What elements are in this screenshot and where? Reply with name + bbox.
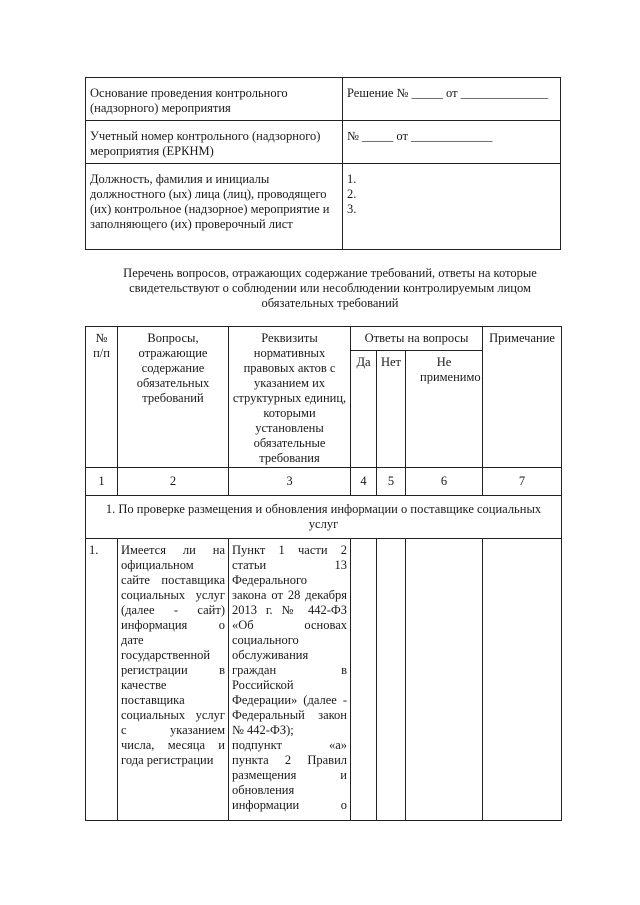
question-line: (далее - сайт) — [121, 603, 225, 617]
header-yes: Да — [351, 351, 377, 468]
requisite-line: обслуживания — [232, 648, 309, 662]
header-note: Примечание — [483, 327, 562, 468]
column-numbers-row — [86, 468, 562, 496]
info-table — [85, 77, 561, 250]
requisite-line: подпункт «а» — [232, 738, 347, 752]
requisite-line: Пункт 1 части 2 — [232, 543, 347, 557]
question-line: поставщика — [121, 693, 185, 707]
requisite-line: Федерации» (далее - — [232, 693, 347, 707]
question-line: социальных услуг — [121, 588, 225, 602]
checklist-table — [85, 326, 562, 821]
section-title: 1. По проверке размещения и обновления информации о поставщике социальных услуг — [86, 496, 562, 539]
requisite-line: закона от 28 декабря — [232, 588, 347, 602]
requisite-line: граждан в — [232, 663, 347, 677]
info-label: Учетный номер контрольного (надзорного) мероприятия (ЕРКНМ) — [86, 121, 343, 164]
column-number: 4 — [351, 468, 377, 496]
info-value[interactable] — [343, 164, 561, 250]
requisite-line: пункта 2 Правил — [232, 753, 347, 767]
requisite-line: Федерального — [232, 573, 308, 587]
column-number: 1 — [86, 468, 118, 496]
requisite-line: статьи 13 — [232, 558, 347, 572]
question-line: Имеется ли на — [121, 543, 225, 557]
answer-not-applicable-cell[interactable] — [406, 539, 483, 821]
requisite-line: 2013 г. № 442-ФЗ — [232, 603, 347, 617]
checklist-intro: Перечень вопросов, отражающих содержание требований, ответы на которые свидетельствуют о соблюдении или несоблюдении контролируемым лицом обязательных требований — [123, 266, 537, 310]
question-line: числа, месяца и — [121, 738, 225, 752]
question-line: года регистрации — [121, 753, 214, 767]
official-line-2[interactable]: 2. — [347, 187, 357, 201]
requisite-line: Российской — [232, 678, 294, 692]
column-number: 2 — [118, 468, 229, 496]
header-num: № п/п — [86, 327, 118, 468]
requisite-line: информации о — [232, 798, 347, 812]
question-line: с указанием — [121, 723, 225, 737]
requisite-line: Федеральный закон — [232, 708, 347, 722]
question-line: качестве — [121, 678, 167, 692]
question-line: информация о — [121, 618, 225, 632]
header-not-applicable: Не применимо — [406, 351, 483, 468]
official-line-3[interactable]: 3. — [347, 202, 357, 216]
column-number: 3 — [229, 468, 351, 496]
info-row-officials — [86, 164, 561, 250]
row-number: 1. — [86, 539, 118, 821]
table-row — [86, 539, 562, 821]
answer-yes-cell[interactable] — [351, 539, 377, 821]
info-row-registry-number — [86, 121, 561, 164]
header-answers: Ответы на вопросы — [351, 327, 483, 351]
section-row — [86, 496, 562, 539]
column-number: 5 — [377, 468, 406, 496]
registry-number-field[interactable]: № _____ от _____________ — [347, 129, 493, 143]
question-line: дате — [121, 633, 144, 647]
question-line: государственной — [121, 648, 211, 662]
header-row — [86, 327, 562, 351]
info-value[interactable] — [343, 78, 561, 121]
decision-number-field[interactable]: Решение № _____ от ______________ — [347, 86, 549, 100]
answer-no-cell[interactable] — [377, 539, 406, 821]
question-line: социальных услуг — [121, 708, 225, 722]
info-label: Основание проведения контрольного (надзорного) мероприятия — [86, 78, 343, 121]
row-requisites — [229, 539, 351, 821]
header-no: Нет — [377, 351, 406, 468]
header-questions: Вопросы, отражающие содержание обязательных требований — [118, 327, 229, 468]
requisite-line: № 442-ФЗ); — [232, 723, 294, 737]
info-row-basis — [86, 78, 561, 121]
requisite-line: обновления — [232, 783, 295, 797]
header-requisites: Реквизиты нормативных правовых актов с указанием их структурных единиц, которыми установлены обязательные требования — [229, 327, 351, 468]
info-value[interactable] — [343, 121, 561, 164]
requisite-line: размещения и — [232, 768, 347, 782]
info-label: Должность, фамилия и инициалы должностного (ых) лица (лиц), проводящего (их) контрольное (надзорное) мероприятие и заполняющего (их) проверочный лист — [86, 164, 343, 250]
question-line: сайте поставщика — [121, 573, 225, 587]
column-number: 6 — [406, 468, 483, 496]
row-question — [118, 539, 229, 821]
column-number: 7 — [483, 468, 562, 496]
official-line-1[interactable]: 1. — [347, 172, 357, 186]
requisite-line: «Об основах — [232, 618, 347, 632]
note-cell[interactable] — [483, 539, 562, 821]
requisite-line: социального — [232, 633, 299, 647]
question-line: регистрации в — [121, 663, 225, 677]
question-line: официальном — [121, 558, 194, 572]
